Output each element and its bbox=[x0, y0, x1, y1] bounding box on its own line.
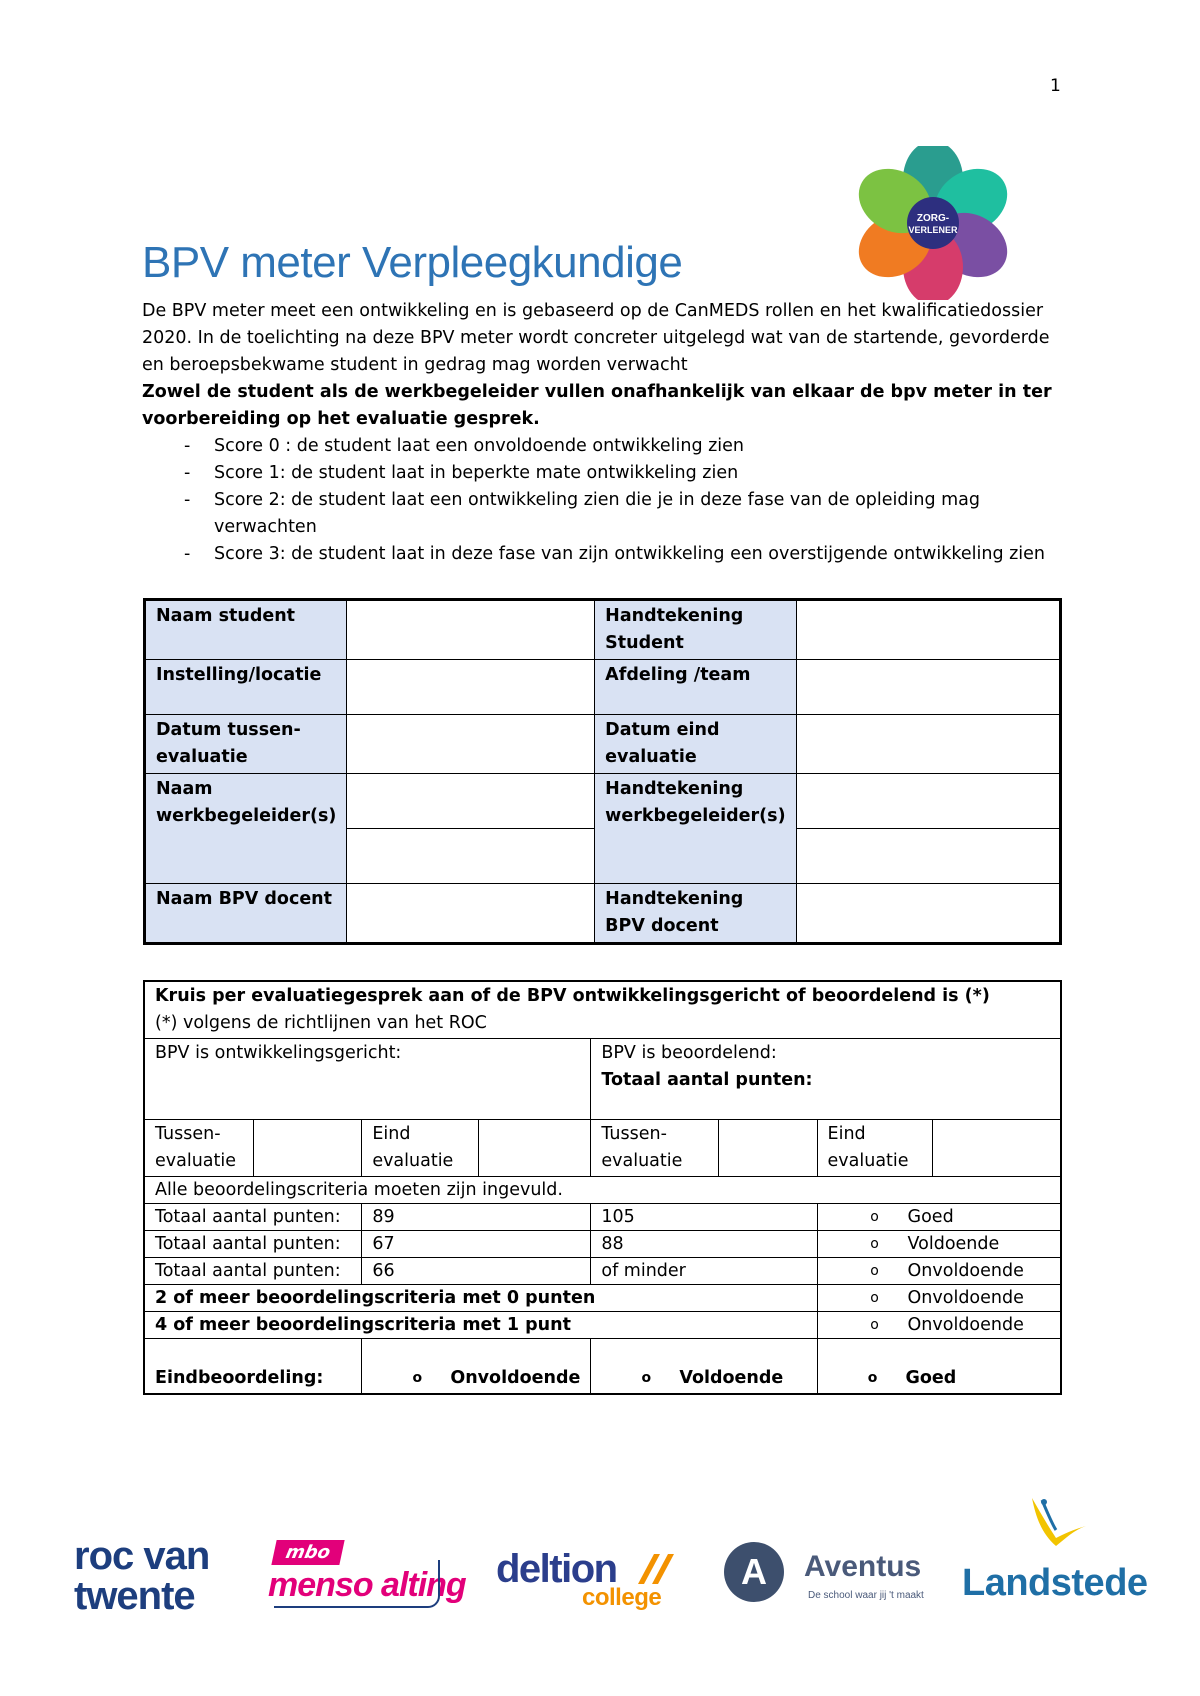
row-result-onvoldoende[interactable]: o Onvoldoende bbox=[817, 1258, 1061, 1285]
row-from: 89 bbox=[362, 1204, 591, 1231]
score-list bbox=[142, 433, 1062, 568]
all-criteria-note: Alle beoordelingscriteria moeten zijn ingevuld. bbox=[144, 1177, 1061, 1204]
field-datum-eind[interactable] bbox=[796, 715, 1060, 774]
field-handtekening-student[interactable] bbox=[796, 600, 1060, 660]
check-tussen-beoordelend[interactable] bbox=[718, 1120, 817, 1177]
field-handtekening-werkbegeleider[interactable] bbox=[796, 774, 1060, 884]
eind-option-onvoldoende[interactable]: o Onvoldoende bbox=[362, 1339, 591, 1395]
beoordelend-cell: BPV is beoordelend: Totaal aantal punten: bbox=[591, 1039, 1061, 1120]
eind-option-goed[interactable]: o Goed bbox=[817, 1339, 1061, 1395]
label-tussen-2: Tussen-evaluatie bbox=[591, 1120, 719, 1177]
check-eind-ontwikkel[interactable] bbox=[479, 1120, 591, 1177]
field-handtekening-docent[interactable] bbox=[796, 884, 1060, 944]
label-afdeling: Afdeling /team bbox=[595, 660, 796, 715]
label-instelling: Instelling/locatie bbox=[145, 660, 347, 715]
check-eind-beoordelend[interactable] bbox=[933, 1120, 1061, 1177]
field-afdeling[interactable] bbox=[796, 660, 1060, 715]
flower-center-text-1: ZORG- bbox=[916, 213, 950, 224]
label-tussen-1: Tussen-evaluatie bbox=[144, 1120, 254, 1177]
flower-center-text-2: VERLENER bbox=[908, 225, 958, 235]
info-table bbox=[143, 598, 1062, 945]
deltion-swoosh-icon bbox=[636, 1552, 676, 1586]
row-from: 66 bbox=[362, 1258, 591, 1285]
field-naam-student[interactable] bbox=[347, 600, 595, 660]
eindbeoordeling-label: Eindbeoordeling: bbox=[144, 1339, 362, 1395]
ontwikkelingsgericht-cell: BPV is ontwikkelingsgericht: bbox=[144, 1039, 591, 1120]
crit1-result[interactable]: o Onvoldoende bbox=[817, 1312, 1061, 1339]
row-to: 105 bbox=[591, 1204, 817, 1231]
score-item: - Score 1: de student laat in beperkte mate ontwikkeling zien bbox=[184, 463, 739, 483]
row-result-goed[interactable]: o Goed bbox=[817, 1204, 1061, 1231]
aventus-circle-icon: A bbox=[724, 1542, 784, 1602]
row-label: Totaal aantal punten: bbox=[144, 1204, 362, 1231]
aventus-logo: A Aventus De school waar jij 't maakt bbox=[724, 1542, 924, 1622]
score-item: - Score 2: de student laat een ontwikkeling zien die je in deze fase van de opleiding mag verwachten bbox=[184, 490, 981, 537]
label-eind-2: Eind evaluatie bbox=[817, 1120, 933, 1177]
eval-header-bold: Kruis per evaluatiegesprek aan of de BPV ontwikkelingsgericht of beoordelend is (*) bbox=[155, 986, 990, 1006]
label-naam-werkbegeleider: Naam werkbegeleider(s) bbox=[145, 774, 347, 884]
intro-text bbox=[142, 298, 1062, 568]
canmeds-flower-logo bbox=[856, 146, 1010, 300]
row-label: Totaal aantal punten: bbox=[144, 1258, 362, 1285]
label-naam-docent: Naam BPV docent bbox=[145, 884, 347, 944]
roc-van-twente-logo: roc van twente bbox=[74, 1534, 210, 1618]
landstede-logo: Landstede bbox=[962, 1490, 1152, 1630]
row-to: of minder bbox=[591, 1258, 817, 1285]
label-datum-tussen: Datum tussen-evaluatie bbox=[145, 715, 347, 774]
landstede-swan-icon bbox=[1022, 1490, 1092, 1560]
intro-paragraph: De BPV meter meet een ontwikkeling en is gebaseerd op de CanMEDS rollen en het kwalificatiedossier 2020. In de toelichting na deze BPV meter wordt concreter uitgelegd wat van de startende, gevorderde en beroepsbekwame student in gedrag mag worden verwacht bbox=[142, 301, 1050, 375]
label-handtekening-werkbegeleider: Handtekening werkbegeleider(s) bbox=[595, 774, 796, 884]
crit1-label: 4 of meer beoordelingscriteria met 1 punt bbox=[144, 1312, 817, 1339]
score-item: - Score 3: de student laat in deze fase van zijn ontwikkeling een overstijgende ontwikkeling zien bbox=[184, 544, 1046, 564]
label-eind-1: Eind evaluatie bbox=[362, 1120, 479, 1177]
eval-header-note: (*) volgens de richtlijnen van het ROC bbox=[155, 1013, 487, 1033]
page-title: BPV meter Verpleegkundige bbox=[142, 238, 683, 287]
eind-option-voldoende[interactable]: o Voldoende bbox=[591, 1339, 817, 1395]
field-naam-docent[interactable] bbox=[347, 884, 595, 944]
label-datum-eind: Datum eind evaluatie bbox=[595, 715, 796, 774]
row-to: 88 bbox=[591, 1231, 817, 1258]
crit0-label: 2 of meer beoordelingscriteria met 0 punten bbox=[144, 1285, 817, 1312]
eval-header bbox=[144, 981, 1061, 1039]
score-item: - Score 0 : de student laat een onvoldoende ontwikkeling zien bbox=[184, 436, 745, 456]
check-tussen-ontwikkel[interactable] bbox=[254, 1120, 362, 1177]
row-from: 67 bbox=[362, 1231, 591, 1258]
intro-bold-paragraph: Zowel de student als de werkbegeleider vullen onafhankelijk van elkaar de bpv meter in ter voorbereiding op het evaluatie gesprek. bbox=[142, 382, 1052, 429]
menso-alting-logo: mbo menso alting bbox=[268, 1540, 444, 1624]
label-handtekening-student: Handtekening Student bbox=[595, 600, 796, 660]
crit0-result[interactable]: o Onvoldoende bbox=[817, 1285, 1061, 1312]
label-handtekening-docent: Handtekening BPV docent bbox=[595, 884, 796, 944]
deltion-college-logo: deltion college bbox=[496, 1550, 617, 1588]
partner-logos bbox=[0, 1490, 1200, 1630]
page-number: 1 bbox=[1050, 76, 1061, 96]
field-naam-werkbegeleider[interactable] bbox=[347, 774, 595, 884]
evaluation-table bbox=[143, 980, 1062, 1395]
field-instelling[interactable] bbox=[347, 660, 595, 715]
row-result-voldoende[interactable]: o Voldoende bbox=[817, 1231, 1061, 1258]
row-label: Totaal aantal punten: bbox=[144, 1231, 362, 1258]
label-naam-student: Naam student bbox=[145, 600, 347, 660]
field-datum-tussen[interactable] bbox=[347, 715, 595, 774]
